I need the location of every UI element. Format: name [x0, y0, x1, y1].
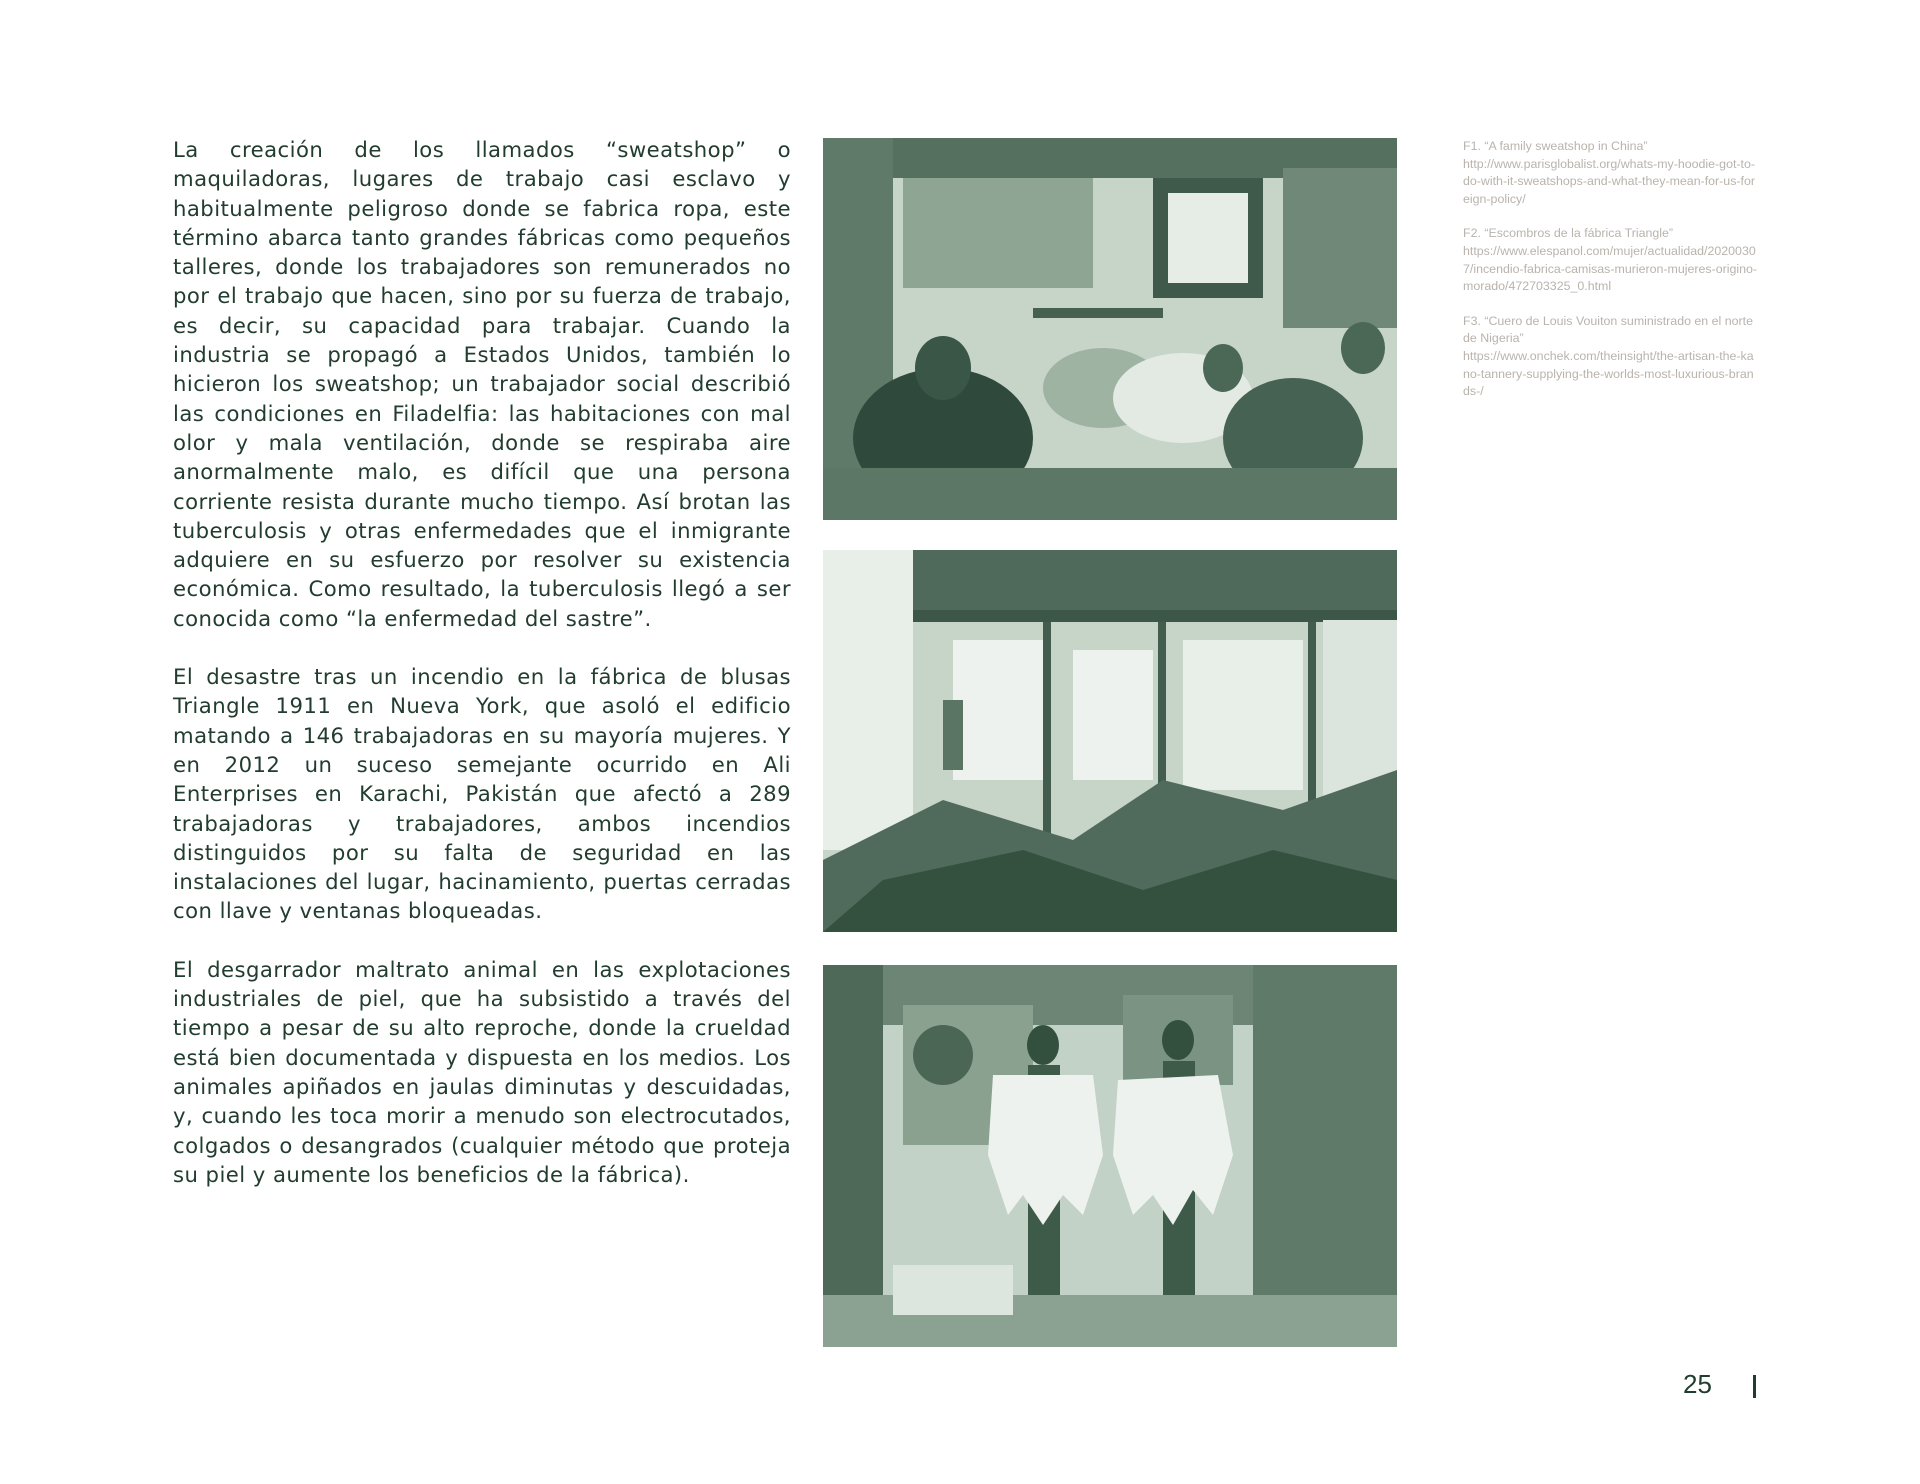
photo-kano-tannery-image	[823, 965, 1397, 1347]
caption-f3-title: F3. “Cuero de Louis Vouiton suministrado en el norte de Nigeria”	[1463, 313, 1753, 346]
paragraph-triangle-fire: El desastre tras un incendio en la fábrica de blusas Triangle 1911 en Nueva York, que asoló el edificio matando a 146 trabajadoras en su mayoría mujeres. Y en 2012 un suceso semejante ocurrido en Ali Enterprises en Karachi, Pakistán que afectó a 289 trabajadoras y trabajadores, ambos incendios distinguidos por su falta de seguridad en las instalaciones del lugar, hacinamiento, puertas cerradas con llave y ventanas bloqueadas.	[173, 664, 791, 924]
caption-f2-url[interactable]: https://www.elespanol.com/mujer/actualidad/20200307/incendio-fabrica-camisas-murieron-mujeres-origino-morado/472703325_0.html	[1463, 243, 1758, 294]
photo-family-sweatshop-image	[823, 138, 1397, 520]
photo-triangle-debris-image	[823, 550, 1397, 932]
paragraph-sweatshops: La creación de los llamados “sweatshop” o maquiladoras, lugares de trabajo casi esclavo y habitualmente peligroso donde se fabrica ropa, este término abarca tanto grandes fábricas como pequeños talleres, donde los trabajadores son remunerados no por el trabajo que hacen, sino por su fuerza de trabajo, es decir, su capacidad para trabajar. Cuando la industria se propagó a Estados Unidos, también lo hicieron los sweatshop; un trabajador social describió las condiciones en Filadelfia: las habitaciones con mal olor y mala ventilación, donde se respiraba aire anormalmente malo, es difícil que una persona corriente resista durante mucho tiempo. Así brotan las tuberculosis y otras enfermedades que el inmigrante adquiere en su esfuerzo por resolver su existencia económica. Como resultado, la tuberculosis llegó a ser conocida como “la enfermedad del sastre”.	[173, 137, 791, 631]
paragraph-animal-cruelty: El desgarrador maltrato animal en las explotaciones industriales de piel, que ha subsistido a través del tiempo a pesar de su alto reproche, donde la crueldad está bien documentada y dispuesta en los medios. Los animales apiñados en jaulas diminutas y descuidadas, y, cuando les toca morir a menudo son electrocutados, colgados o desangrados (cualquier método que proteja su piel y aumente los beneficios de la fábrica).	[173, 956, 791, 1187]
caption-f1-url[interactable]: http://www.parisglobalist.org/whats-my-hoodie-got-to-do-with-it-sweatshops-and-what-they-mean-for-us-foreign-policy/	[1463, 156, 1755, 206]
caption-f2-title: F2. “Escombros de la fábrica Triangle”	[1463, 226, 1674, 241]
photo-kano-tannery	[823, 965, 1397, 1347]
body-text	[173, 135, 791, 1218]
photo-triangle-debris	[823, 550, 1397, 932]
caption-f3-url[interactable]: https://www.onchek.com/theinsight/the-artisan-the-kano-tannery-supplying-the-worlds-most-luxurious-brands-/	[1463, 348, 1754, 399]
caption-f1	[1463, 138, 1759, 208]
caption-f3	[1463, 313, 1759, 401]
caption-f1-title: F1. “A family sweatshop in China”	[1463, 139, 1648, 153]
page-number-divider	[1753, 1375, 1756, 1398]
photo-family-sweatshop	[823, 138, 1397, 520]
page-number: 25	[1683, 1369, 1712, 1399]
figure-captions	[1463, 138, 1759, 418]
caption-f2	[1463, 225, 1759, 295]
